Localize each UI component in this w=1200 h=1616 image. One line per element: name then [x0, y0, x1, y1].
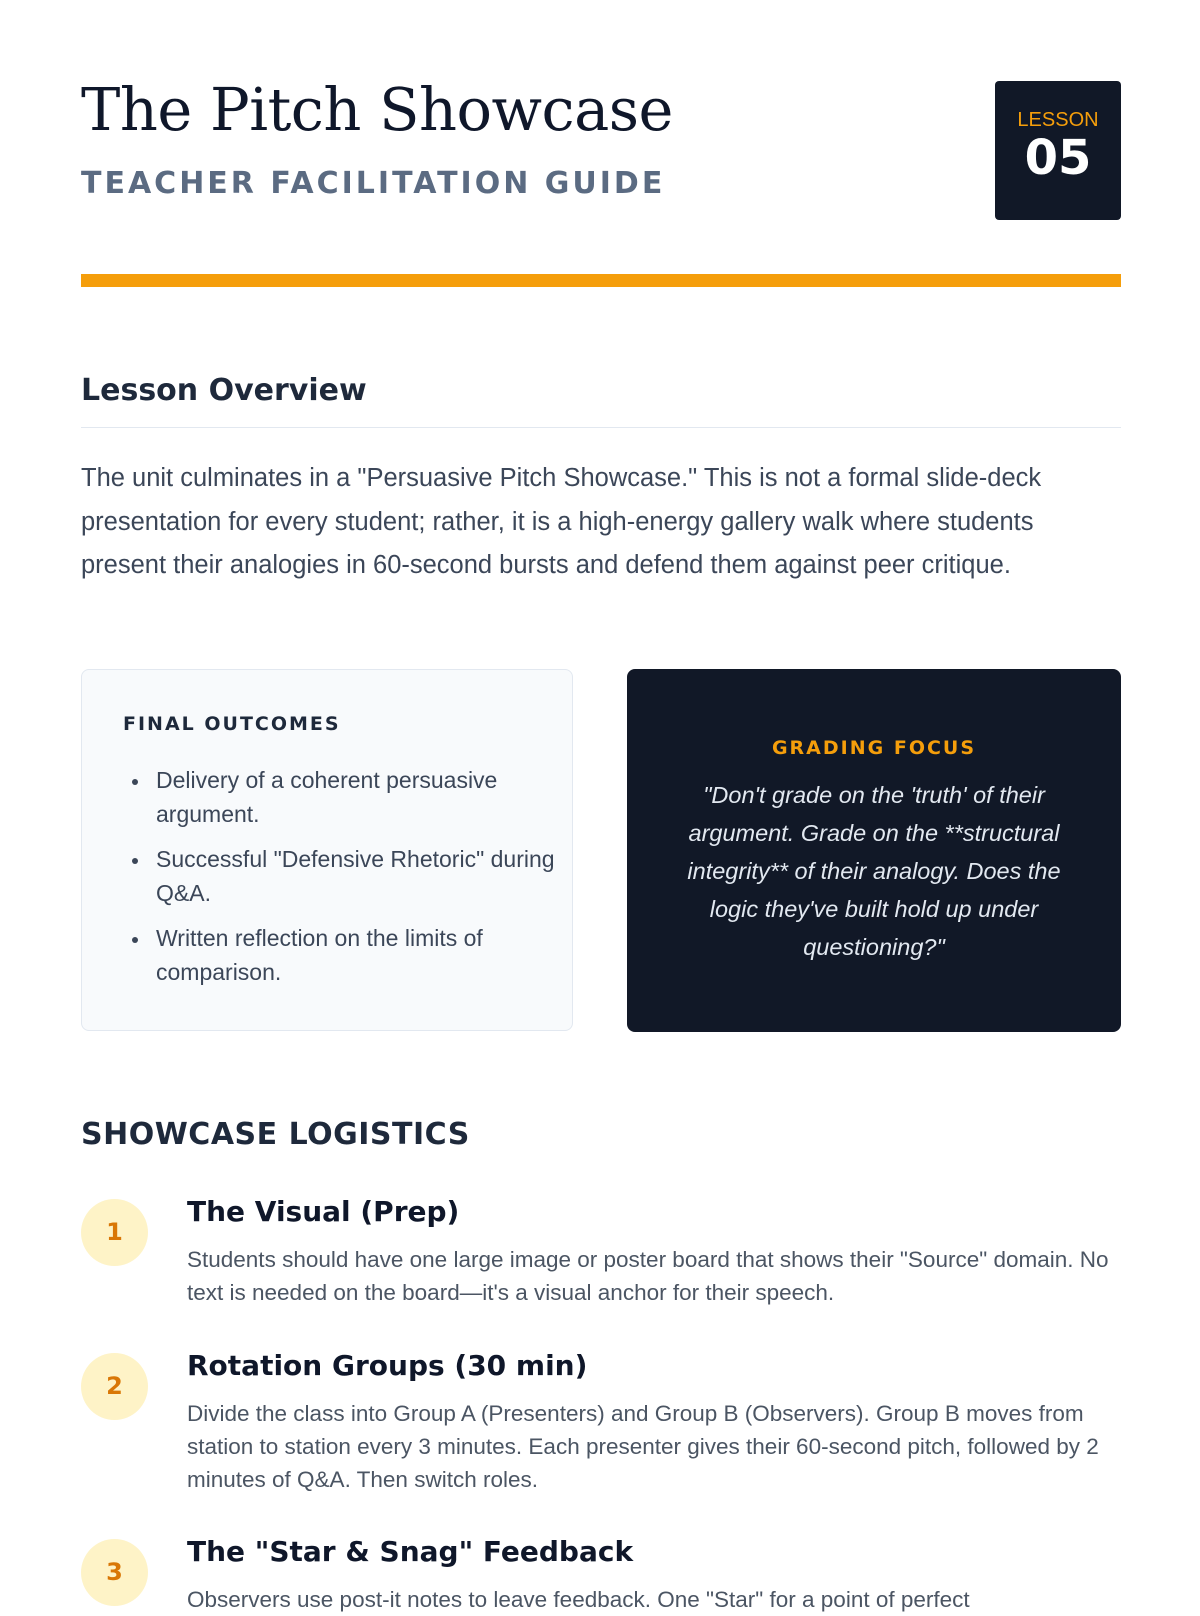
step-text: Divide the class into Group A (Presenters) and Group B (Observers). Group B moves from station to station every 3 minutes. Each presenter gives their 60-second pitch, followed by 2 minutes of Q&A. Then switch roles. — [187, 1401, 1099, 1492]
overview-heading: Lesson Overview — [81, 373, 367, 408]
step-text: Observers use post-it notes to leave feedback. One "Star" for a point of perfect — [187, 1587, 970, 1612]
final-outcomes-card — [81, 669, 573, 1031]
lesson-guide-page — [81, 0, 1121, 1612]
step-number-badge: 2 — [81, 1353, 148, 1420]
page-title: The Pitch Showcase — [81, 75, 673, 144]
step-title: Rotation Groups (30 min) — [187, 1349, 588, 1382]
overview-text: The unit culminates in a "Persuasive Pitch Showcase." This is not a formal slide-deck presentation for every student; rather, it is a high-energy gallery walk where students present their analogies in 60-second bursts and defend them against peer critique. — [81, 464, 1042, 579]
overview-divider — [81, 427, 1121, 428]
grading-focus-quote: "Don't grade on the 'truth' of their argument. Grade on the **structural integrity** of their analogy. Does the logic they've built hold up under questioning?" — [687, 782, 1061, 960]
lesson-badge — [995, 81, 1121, 220]
list-item: Written reflection on the limits of comparison. — [156, 922, 576, 989]
step-title: The Visual (Prep) — [187, 1195, 460, 1228]
lesson-number: 05 — [1024, 130, 1092, 186]
step-title: The "Star & Snag" Feedback — [187, 1535, 634, 1568]
accent-divider — [81, 274, 1121, 287]
lesson-label: LESSON — [1017, 109, 1099, 131]
list-item: Successful "Defensive Rhetoric" during Q&A. — [156, 843, 576, 910]
final-outcomes-label: FINAL OUTCOMES — [123, 713, 341, 735]
step-text: Students should have one large image or poster board that shows their "Source" domain. No text is needed on the board—it's a visual anchor for their speech. — [187, 1247, 1109, 1305]
grading-focus-card — [627, 669, 1121, 1032]
page-subtitle: TEACHER FACILITATION GUIDE — [81, 166, 666, 201]
logistics-heading: SHOWCASE LOGISTICS — [81, 1117, 470, 1152]
outcome-list — [123, 764, 576, 1001]
grading-focus-label: GRADING FOCUS — [771, 737, 977, 759]
step-number-badge: 1 — [81, 1199, 148, 1266]
step-number-badge: 3 — [81, 1539, 148, 1606]
guide-header — [81, 0, 1121, 287]
list-item: Delivery of a coherent persuasive argument. — [156, 764, 576, 831]
